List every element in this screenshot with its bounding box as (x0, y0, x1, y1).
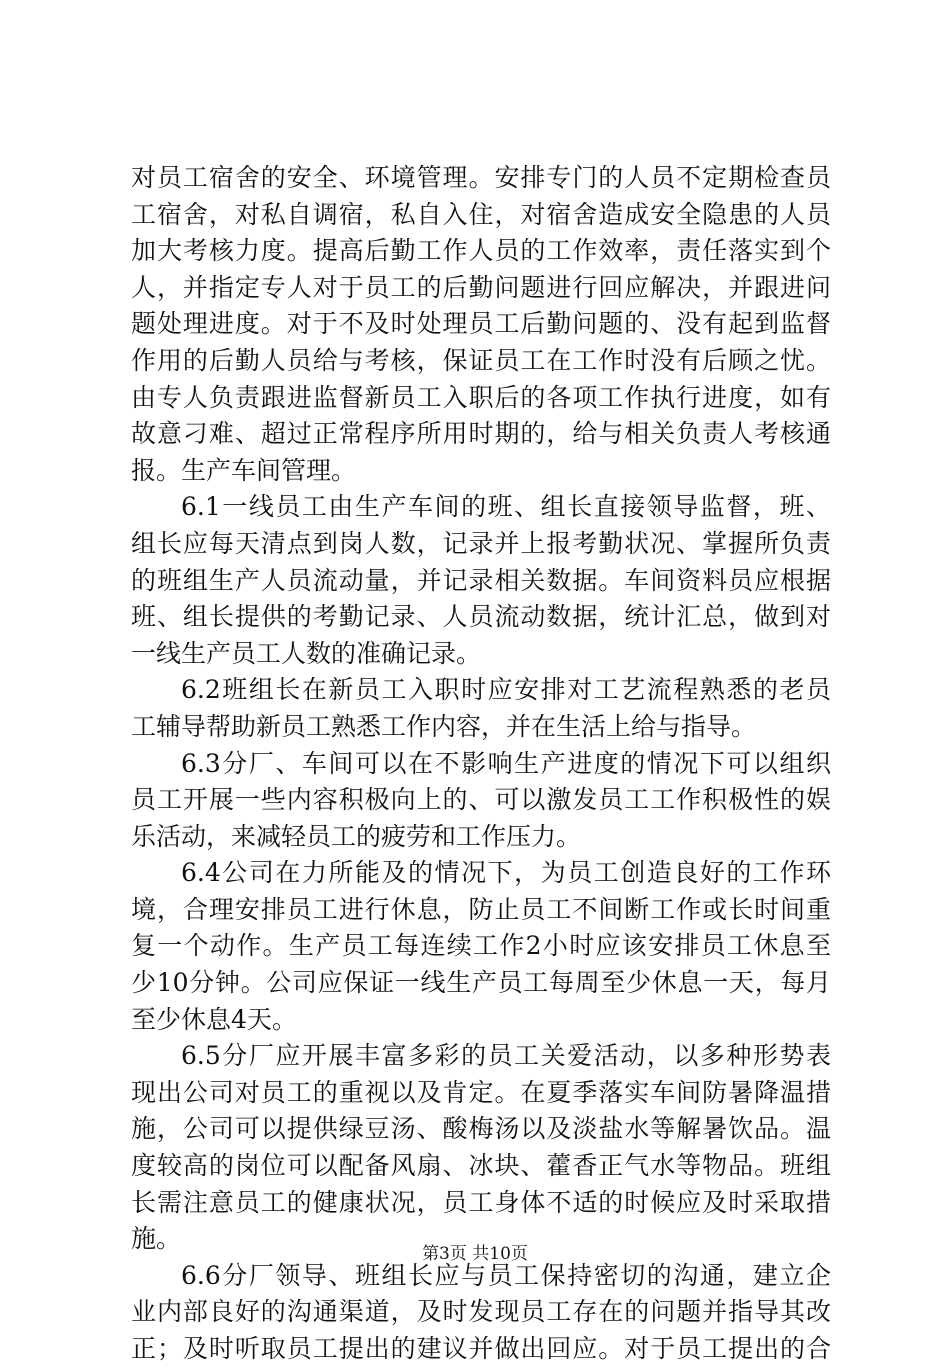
text-line: 员工开展一些内容积极向上的、可以激发员工工作积极性的娱 (131, 785, 831, 815)
text-line: 工宿舍，对私自调宿，私自入住，对宿舍造成安全隐患的人员 (131, 199, 831, 229)
text-line: 6.3分厂、车间可以在不影响生产进度的情况下可以组织 (181, 748, 831, 778)
text-line: 题处理进度。对于不及时处理员工后勤问题的、没有起到监督 (131, 309, 831, 339)
text-line: 6.6分厂领导、班组长应与员工保持密切的沟通，建立企 (181, 1260, 831, 1290)
text-line: 少10分钟。公司应保证一线生产员工每周至少休息一天，每月 (131, 968, 831, 998)
text-line: 6.5分厂应开展丰富多彩的员工关爱活动，以多种形势表 (181, 1041, 831, 1071)
text-line: 人，并指定专人对于员工的后勤问题进行回应解决，并跟进问 (131, 272, 831, 302)
text-line: 长需注意员工的健康状况，员工身体不适的时候应及时采取措 (131, 1187, 831, 1217)
text-line: 6.1一线员工由生产车间的班、组长直接领导监督，班、 (181, 492, 831, 522)
text-line: 的班组生产人员流动量，并记录相关数据。车间资料员应根据 (131, 565, 831, 595)
text-line: 由专人负责跟进监督新员工入职后的各项工作执行进度，如有 (131, 382, 831, 412)
page-footer: 第3页 共10页 (422, 1244, 528, 1264)
text-line: 乐活动，来减轻员工的疲劳和工作压力。 (131, 821, 582, 851)
text-line: 6.4公司在力所能及的情况下，为员工创造良好的工作环 (181, 858, 831, 888)
text-line: 业内部良好的沟通渠道，及时发现员工存在的问题并指导其改 (131, 1297, 831, 1327)
text-line: 报。生产车间管理。 (131, 455, 357, 485)
text-line: 6.2班组长在新员工入职时应安排对工艺流程熟悉的老员 (181, 675, 831, 705)
document-body (131, 160, 831, 1368)
text-line: 复一个动作。生产员工每连续工作2小时应该安排员工休息至 (131, 931, 831, 961)
text-line: 加大考核力度。提高后勤工作人员的工作效率，责任落实到个 (131, 236, 831, 266)
text-line: 组长应每天清点到岗人数，记录并上报考勤状况、掌握所负责 (131, 528, 831, 558)
text-line: 正；及时听取员工提出的建议并做出回应。对于员工提出的合 (131, 1334, 831, 1363)
text-line: 对员工宿舍的安全、环境管理。安排专门的人员不定期检查员 (131, 163, 831, 192)
text-line: 至少休息4天。 (131, 1004, 297, 1034)
text-line: 班、组长提供的考勤记录、人员流动数据，统计汇总，做到对 (131, 602, 831, 632)
text-line: 故意刁难、超过正常程序所用时期的，给与相关负责人考核通 (131, 419, 831, 449)
text-line: 一线生产员工人数的准确记录。 (131, 638, 482, 668)
text-line: 境，合理安排员工进行休息，防止员工不间断工作或长时间重 (131, 894, 831, 924)
text-line: 施。 (131, 1224, 182, 1254)
text-line: 工辅导帮助新员工熟悉工作内容，并在生活上给与指导。 (131, 711, 757, 741)
text-line: 作用的后勤人员给与考核，保证员工在工作时没有后顾之忧。 (131, 345, 831, 375)
text-line: 度较高的岗位可以配备风扇、冰块、藿香正气水等物品。班组 (131, 1151, 831, 1181)
text-line: 施，公司可以提供绿豆汤、酸梅汤以及淡盐水等解暑饮品。温 (131, 1114, 831, 1144)
text-line: 现出公司对员工的重视以及肯定。在夏季落实车间防暑降温措 (131, 1077, 831, 1107)
